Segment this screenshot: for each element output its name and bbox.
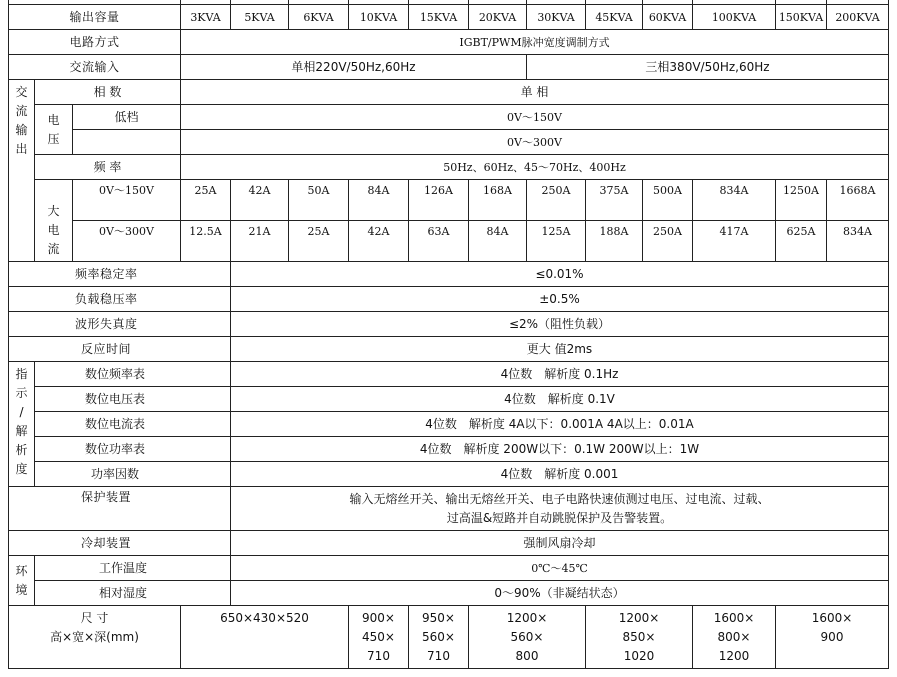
current-cell: 625A <box>776 221 827 262</box>
frequency-row <box>9 155 889 180</box>
freq-stability-row <box>9 262 889 287</box>
current-cell: 42A <box>231 180 289 221</box>
voltage-high-value: 0V～300V <box>181 130 889 155</box>
capacity-cell: 10KVA <box>349 5 409 30</box>
current-cell: 125A <box>527 221 586 262</box>
current-row-label: 0V～150V <box>73 180 181 221</box>
voltage-low-row <box>9 105 889 130</box>
current-group-label: 大 电 流 <box>35 180 73 262</box>
current-cell: 50A <box>289 180 349 221</box>
load-regulation-value: ±0.5% <box>231 287 889 312</box>
waveform-distortion-row <box>9 312 889 337</box>
protection-value <box>231 487 889 531</box>
waveform-distortion-label: 波形失真度 <box>9 312 231 337</box>
dimension-cell: 1600× 900 <box>776 606 889 669</box>
current-cell: 168A <box>469 180 527 221</box>
indication-pf-row <box>9 462 889 487</box>
protection-line-2: 过高温&短路并自动跳脱保护及告警装置。 <box>446 511 673 525</box>
indication-label: 数位频率表 <box>35 362 231 387</box>
load-regulation-row <box>9 287 889 312</box>
current-300v-row <box>9 221 889 262</box>
capacity-cell: 30KVA <box>527 5 586 30</box>
waveform-distortion-value: ≤2%（阻性负载） <box>231 312 889 337</box>
dimension-cell: 900× 450× 710 <box>349 606 409 669</box>
voltage-low-label: 低档 <box>73 105 181 130</box>
indication-label: 数位电压表 <box>35 387 231 412</box>
freq-stability-value: ≤0.01% <box>231 262 889 287</box>
cooling-label: 冷却装置 <box>9 531 231 556</box>
capacity-row <box>9 5 889 30</box>
current-cell: 417A <box>693 221 776 262</box>
protection-line-1: 输入无熔丝开关、输出无熔丝开关、电子电路快速侦测过电压、过电流、过载、 <box>349 492 770 506</box>
response-time-label: 反应时间 <box>9 337 231 362</box>
current-cell: 375A <box>586 180 643 221</box>
ac-output-phase-row <box>9 80 889 105</box>
humidity-row <box>9 581 889 606</box>
ac-output-group-label: 交 流 输 出 <box>9 80 35 262</box>
current-row-label: 0V～300V <box>73 221 181 262</box>
humidity-label: 相对湿度 <box>35 581 231 606</box>
capacity-cell: 15KVA <box>409 5 469 30</box>
indication-value: 4位数 解析度 0.1V <box>231 387 889 412</box>
circuit-value: IGBT/PWM脉冲宽度调制方式 <box>181 30 889 55</box>
capacity-cell: 6KVA <box>289 5 349 30</box>
response-time-value: 更大 值2ms <box>231 337 889 362</box>
indication-label: 数位电流表 <box>35 412 231 437</box>
temperature-value: 0℃～45℃ <box>231 556 889 581</box>
voltage-high-label <box>73 130 181 155</box>
current-cell: 84A <box>469 221 527 262</box>
capacity-cell: 60KVA <box>643 5 693 30</box>
capacity-label: 输出容量 <box>9 5 181 30</box>
indication-value: 4位数 解析度 4A以下：0.001A 4A以上：0.01A <box>231 412 889 437</box>
indication-power-row <box>9 437 889 462</box>
dimension-cell: 1200× 850× 1020 <box>586 606 693 669</box>
ac-input-single-phase: 单相220V/50Hz,60Hz <box>181 55 527 80</box>
voltage-group-label: 电 压 <box>35 105 73 155</box>
capacity-cell: 45KVA <box>586 5 643 30</box>
load-regulation-label: 负载稳压率 <box>9 287 231 312</box>
dimensions-row <box>9 606 889 669</box>
indication-label: 数位功率表 <box>35 437 231 462</box>
current-cell: 126A <box>409 180 469 221</box>
indication-freq-row <box>9 362 889 387</box>
indication-value: 4位数 解析度 0.001 <box>231 462 889 487</box>
current-cell: 834A <box>827 221 889 262</box>
current-cell: 84A <box>349 180 409 221</box>
circuit-row <box>9 30 889 55</box>
indication-voltage-row <box>9 387 889 412</box>
dimension-cell: 950× 560× 710 <box>409 606 469 669</box>
capacity-cell: 150KVA <box>776 5 827 30</box>
voltage-low-value: 0V～150V <box>181 105 889 130</box>
frequency-value: 50Hz、60Hz、45～70Hz、400Hz <box>181 155 889 180</box>
capacity-cell: 3KVA <box>181 5 231 30</box>
capacity-cell: 200KVA <box>827 5 889 30</box>
current-cell: 250A <box>527 180 586 221</box>
freq-stability-label: 频率稳定率 <box>9 262 231 287</box>
ac-input-row <box>9 55 889 80</box>
dimension-cell: 650×430×520 <box>181 606 349 669</box>
response-time-row <box>9 337 889 362</box>
temperature-label: 工作温度 <box>35 556 231 581</box>
indication-group-label: 指 示 / 解 析 度 <box>9 362 35 487</box>
indication-label: 功率因数 <box>35 462 231 487</box>
current-cell: 25A <box>289 221 349 262</box>
current-cell: 1250A <box>776 180 827 221</box>
dimensions-label: 尺 寸 高×宽×深(mm) <box>9 606 181 669</box>
phase-label: 相 数 <box>35 80 181 105</box>
current-cell: 834A <box>693 180 776 221</box>
current-cell: 25A <box>181 180 231 221</box>
current-150v-row <box>9 180 889 221</box>
environment-group-label: 环 境 <box>9 556 35 606</box>
temperature-row <box>9 556 889 581</box>
dimension-cell: 1200× 560× 800 <box>469 606 586 669</box>
current-cell: 500A <box>643 180 693 221</box>
current-cell: 21A <box>231 221 289 262</box>
capacity-cell: 5KVA <box>231 5 289 30</box>
protection-label: 保护装置 <box>9 487 231 531</box>
spec-table <box>8 0 889 669</box>
ac-input-label: 交流输入 <box>9 55 181 80</box>
current-cell: 1668A <box>827 180 889 221</box>
ac-input-three-phase: 三相380V/50Hz,60Hz <box>527 55 889 80</box>
current-cell: 188A <box>586 221 643 262</box>
capacity-cell: 100KVA <box>693 5 776 30</box>
current-cell: 42A <box>349 221 409 262</box>
frequency-label: 频 率 <box>35 155 181 180</box>
cooling-row <box>9 531 889 556</box>
protection-row <box>9 487 889 531</box>
phase-value: 单 相 <box>181 80 889 105</box>
circuit-label: 电路方式 <box>9 30 181 55</box>
humidity-value: 0～90%（非凝结状态） <box>231 581 889 606</box>
indication-current-row <box>9 412 889 437</box>
voltage-high-row <box>9 130 889 155</box>
dimension-cell: 1600× 800× 1200 <box>693 606 776 669</box>
indication-value: 4位数 解析度 0.1Hz <box>231 362 889 387</box>
capacity-cell: 20KVA <box>469 5 527 30</box>
indication-value: 4位数 解析度 200W以下：0.1W 200W以上：1W <box>231 437 889 462</box>
cooling-value: 强制风扇冷却 <box>231 531 889 556</box>
current-cell: 63A <box>409 221 469 262</box>
current-cell: 12.5A <box>181 221 231 262</box>
current-cell: 250A <box>643 221 693 262</box>
